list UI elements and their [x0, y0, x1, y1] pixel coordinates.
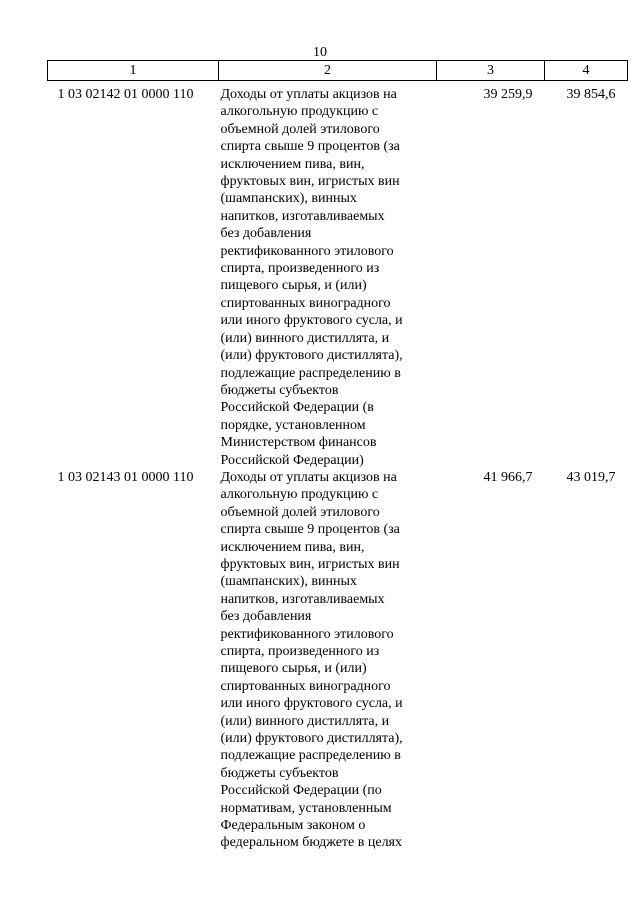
column-header-1: 1	[48, 61, 219, 81]
revenue-description	[219, 81, 437, 469]
amount-col3: 39 259,9	[483, 87, 533, 102]
budget-code: 1 03 02143 01 0000 110	[57, 469, 194, 485]
table-header-row	[48, 61, 628, 81]
column-header-2: 2	[219, 61, 437, 81]
revenue-description-text: Доходы от уплаты акцизов на алкогольную продукцию с объемной долей этилового спирта свыше 9 процентов (за исключением пива, вин, фруктовых вин, игристых вин (шампанских), винных напитков, изготавливаемых без добавления ректификованного этилового спирта, произведенного из пищевого сырья, и (или) спиртованных виноградного или иного фруктового сусла, и (или) винного дистиллята, и (или) фруктового дистиллята), подлежащие распределению в бюджеты субъектов Российской Федерации (по нормативам, установленным Федеральным законом о федеральном бюджете в целях	[220, 469, 403, 851]
budget-code: 1 03 02142 01 0000 110	[57, 87, 194, 102]
page-number: 10	[313, 45, 327, 60]
amount-col3: 41 966,7	[483, 469, 533, 485]
revenue-description-text: Доходы от уплаты акцизов на алкогольную продукцию с объемной долей этилового спирта свыше 9 процентов (за исключением пива, вин, фруктовых вин, игристых вин (шампанских), винных напитков, изготавливаемых без добавления ректификованного этилового спирта, произведенного из пищевого сырья, и (или) спиртованных виноградного или иного фруктового сусла, и (или) винного дистиллята, и (или) фруктового дистиллята), подлежащие распределению в бюджеты субъектов Российской Федерации (в порядке, установленном Министерством финансов Российской Федерации)	[220, 87, 403, 468]
revenue-table	[47, 60, 628, 852]
revenue-description	[219, 469, 437, 852]
table-row	[48, 469, 628, 852]
table-row	[48, 81, 628, 469]
amount-col4: 43 019,7	[566, 469, 616, 485]
column-header-3: 3	[437, 61, 545, 81]
amount-col4: 39 854,6	[566, 87, 616, 102]
column-header-4: 4	[545, 61, 628, 81]
